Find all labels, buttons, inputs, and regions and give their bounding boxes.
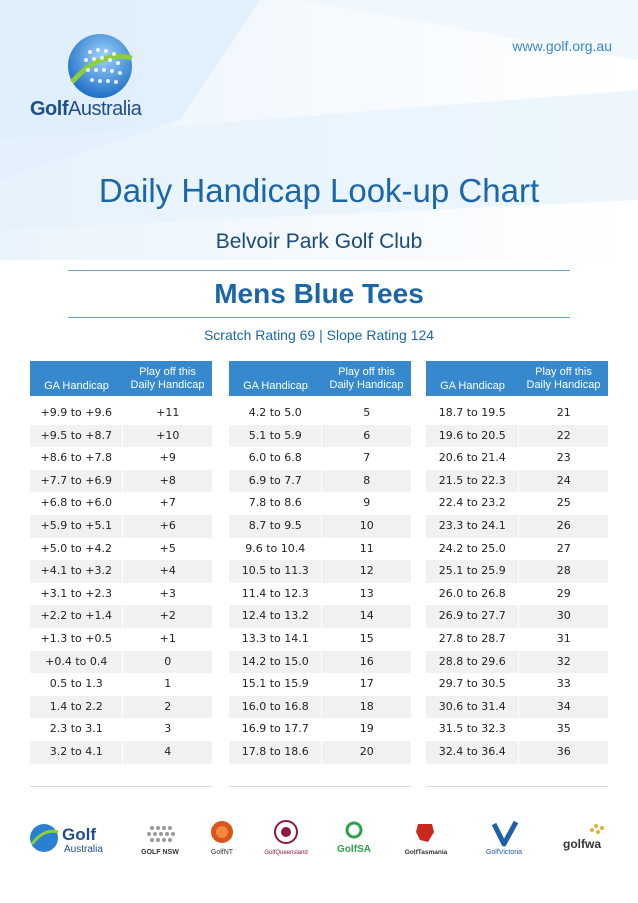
- ga-handicap-range: 22.4 to 23.2: [438, 496, 506, 510]
- table-row: [426, 605, 608, 628]
- daily-handicap-value: +9: [122, 447, 212, 470]
- table-row: [229, 696, 411, 719]
- header-ga-handicap: GA Handicap: [440, 380, 505, 392]
- daily-handicap-value: 27: [518, 538, 608, 561]
- daily-handicap-value: 3: [122, 718, 212, 741]
- club-name: Belvoir Park Golf Club: [215, 230, 423, 253]
- ga-handicap-range: 19.6 to 20.5: [438, 428, 506, 442]
- daily-handicap-value: 26: [518, 515, 608, 538]
- table-footer-line: [426, 764, 608, 787]
- daily-handicap-value: 22: [518, 425, 608, 448]
- header-daily-line1: Play off this: [139, 366, 196, 378]
- ga-handicap-range: 24.2 to 25.0: [438, 541, 506, 555]
- table-row: [229, 741, 411, 764]
- table-row: [30, 470, 212, 493]
- table-row: [229, 651, 411, 674]
- table-row: [426, 673, 608, 696]
- ga-handicap-range: 28.8 to 29.6: [438, 654, 506, 668]
- ga-handicap-range: 29.7 to 30.5: [438, 677, 506, 691]
- handicap-table-2: [229, 361, 411, 787]
- table-row: [30, 583, 212, 606]
- divider-bottom: [68, 317, 570, 318]
- table-row: [229, 492, 411, 515]
- ga-handicap-range: 7.8 to 8.6: [248, 496, 302, 510]
- ga-handicap-range: 0.5 to 1.3: [49, 677, 103, 691]
- table-row: [229, 628, 411, 651]
- daily-handicap-value: +6: [122, 515, 212, 538]
- daily-handicap-value: 31: [518, 628, 608, 651]
- course-rating: Scratch Rating 69 | Slope Rating 124: [203, 327, 435, 343]
- table-header: [30, 361, 212, 396]
- daily-handicap-value: +1: [122, 628, 212, 651]
- ga-handicap-range: 21.5 to 22.3: [438, 473, 506, 487]
- table-row: [30, 718, 212, 741]
- sponsor-sa-label: GolfSA: [337, 844, 371, 855]
- sponsor-nt-label: GolfNT: [210, 849, 234, 856]
- table-row: [30, 628, 212, 651]
- ga-handicap-range: +6.8 to +6.0: [40, 496, 112, 510]
- ga-handicap-range: 18.7 to 19.5: [438, 406, 506, 419]
- ga-handicap-range: 30.6 to 31.4: [438, 699, 506, 713]
- table-row: [426, 651, 608, 674]
- header-daily-handicap: [123, 361, 212, 396]
- sponsor-wa-label: golfwa: [563, 837, 601, 851]
- table-row: [30, 447, 212, 470]
- daily-handicap-value: 12: [321, 560, 411, 583]
- sponsor-ga-bold: Golf: [62, 825, 96, 844]
- daily-handicap-value: 10: [321, 515, 411, 538]
- daily-handicap-value: 13: [321, 583, 411, 606]
- table-row: [426, 741, 608, 764]
- daily-handicap-value: 35: [518, 718, 608, 741]
- table-row: [426, 718, 608, 741]
- table-row: [30, 515, 212, 538]
- daily-handicap-value: 18: [321, 696, 411, 719]
- handicap-table-1: [30, 361, 212, 787]
- daily-handicap-value: 24: [518, 470, 608, 493]
- golf-victoria-icon: [476, 818, 532, 858]
- table-header: [229, 361, 411, 396]
- ga-handicap-range: +0.4 to 0.4: [45, 654, 108, 668]
- ga-handicap-range: 4.2 to 5.0: [248, 406, 302, 419]
- ga-handicap-range: 31.5 to 32.3: [438, 722, 506, 736]
- daily-handicap-value: 19: [321, 718, 411, 741]
- ga-handicap-range: 14.2 to 15.0: [241, 654, 309, 668]
- table-row: [30, 605, 212, 628]
- sponsor-qld-label: GolfQueensland: [264, 850, 308, 856]
- ga-handicap-range: 3.2 to 4.1: [49, 744, 103, 758]
- ga-handicap-range: 15.1 to 15.9: [241, 677, 309, 691]
- daily-handicap-value: 16: [321, 651, 411, 674]
- table-row: [229, 538, 411, 561]
- daily-handicap-value: 8: [321, 470, 411, 493]
- table-row: [30, 402, 212, 425]
- table-row: [30, 538, 212, 561]
- daily-handicap-value: 11: [321, 538, 411, 561]
- table-footer-line: [229, 764, 411, 787]
- table-row: [30, 560, 212, 583]
- ga-handicap-range: 5.1 to 5.9: [248, 428, 302, 442]
- page-title: Daily Handicap Look-up Chart: [98, 172, 540, 209]
- daily-handicap-value: 32: [518, 651, 608, 674]
- table-row: [30, 696, 212, 719]
- daily-handicap-value: 2: [122, 696, 212, 719]
- ga-handicap-range: 23.3 to 24.1: [438, 518, 506, 532]
- table-row: [426, 402, 608, 425]
- table-row: [229, 447, 411, 470]
- golf-tasmania-icon: [398, 818, 454, 858]
- daily-handicap-value: +7: [122, 492, 212, 515]
- header-daily-line2: Daily Handicap: [130, 379, 205, 391]
- ga-handicap-range: 2.3 to 3.1: [49, 722, 103, 736]
- tees-heading: Mens Blue Tees: [214, 278, 424, 309]
- table-row: [426, 583, 608, 606]
- header-daily-handicap: [519, 361, 608, 396]
- ga-handicap-range: 17.8 to 18.6: [241, 744, 309, 758]
- header-ga-handicap: GA Handicap: [44, 380, 109, 392]
- sponsor-logos: [0, 812, 638, 872]
- daily-handicap-value: 21: [518, 402, 608, 425]
- ga-handicap-range: +1.3 to +0.5: [40, 631, 112, 645]
- daily-handicap-value: 34: [518, 696, 608, 719]
- header-daily-line2: Daily Handicap: [526, 379, 601, 391]
- ga-handicap-range: 26.0 to 26.8: [438, 586, 506, 600]
- ga-handicap-range: 27.8 to 28.7: [438, 631, 506, 645]
- golf-wa-icon: [552, 818, 612, 858]
- daily-handicap-value: 17: [321, 673, 411, 696]
- table-row: [426, 538, 608, 561]
- table-header: [426, 361, 608, 396]
- daily-handicap-value: +4: [122, 560, 212, 583]
- ga-handicap-range: +3.1 to +2.3: [40, 586, 112, 600]
- sponsor-ga-light: Australia: [64, 844, 103, 855]
- ga-handicap-range: +2.2 to +1.4: [40, 609, 112, 623]
- table-row: [229, 470, 411, 493]
- ga-handicap-range: +4.1 to +3.2: [40, 564, 112, 578]
- header-daily-line1: Play off this: [535, 366, 592, 378]
- daily-handicap-value: 36: [518, 741, 608, 764]
- table-row: [426, 515, 608, 538]
- daily-handicap-value: 29: [518, 583, 608, 606]
- golf-australia-wordmark: [30, 98, 141, 121]
- header-daily-handicap: [322, 361, 411, 396]
- table-row: [426, 696, 608, 719]
- daily-handicap-value: 9: [321, 492, 411, 515]
- golf-nt-icon: [204, 818, 240, 858]
- daily-handicap-value: +8: [122, 470, 212, 493]
- sponsor-vic-label: GolfVictoria: [485, 849, 523, 856]
- table-row: [229, 560, 411, 583]
- daily-handicap-value: +11: [122, 402, 212, 425]
- daily-handicap-value: 5: [321, 402, 411, 425]
- table-row: [426, 492, 608, 515]
- ga-handicap-range: 13.3 to 14.1: [241, 631, 309, 645]
- daily-handicap-value: 23: [518, 447, 608, 470]
- ga-handicap-range: 25.1 to 25.9: [438, 564, 506, 578]
- daily-handicap-value: 15: [321, 628, 411, 651]
- daily-handicap-value: 25: [518, 492, 608, 515]
- daily-handicap-value: 33: [518, 673, 608, 696]
- ga-handicap-range: 16.0 to 16.8: [241, 699, 309, 713]
- handicap-table-3: [426, 361, 608, 787]
- table-row: [229, 515, 411, 538]
- daily-handicap-value: +3: [122, 583, 212, 606]
- table-row: [426, 447, 608, 470]
- wordmark-light: Australia: [68, 98, 142, 120]
- table-row: [229, 605, 411, 628]
- daily-handicap-value: +2: [122, 605, 212, 628]
- sponsor-nsw-label: GOLF NSW: [141, 849, 179, 856]
- divider-top: [68, 270, 570, 271]
- table-row: [30, 673, 212, 696]
- ga-handicap-range: +7.7 to +6.9: [40, 473, 112, 487]
- ga-handicap-range: 10.5 to 11.3: [241, 564, 309, 578]
- daily-handicap-value: 0: [122, 651, 212, 674]
- golf-sa-icon: [330, 818, 378, 858]
- table-row: [426, 470, 608, 493]
- ga-handicap-range: +5.0 to +4.2: [40, 541, 112, 555]
- table-row: [229, 718, 411, 741]
- table-row: [229, 673, 411, 696]
- daily-handicap-value: 4: [122, 741, 212, 764]
- header-daily-line1: Play off this: [338, 366, 395, 378]
- table-row: [30, 741, 212, 764]
- header-daily-line2: Daily Handicap: [329, 379, 404, 391]
- table-row: [30, 651, 212, 674]
- ga-handicap-range: 1.4 to 2.2: [49, 699, 103, 713]
- website-url[interactable]: www.golf.org.au: [512, 38, 612, 54]
- golf-australia-sponsor-icon: [28, 818, 118, 858]
- table-row: [229, 425, 411, 448]
- table-row: [229, 402, 411, 425]
- table-row: [30, 425, 212, 448]
- ga-handicap-range: +9.5 to +8.7: [40, 428, 112, 442]
- daily-handicap-value: 6: [321, 425, 411, 448]
- daily-handicap-value: 1: [122, 673, 212, 696]
- table-footer-line: [30, 764, 212, 787]
- ga-handicap-range: +9.9 to +9.6: [40, 406, 112, 419]
- daily-handicap-value: +10: [122, 425, 212, 448]
- daily-handicap-value: 28: [518, 560, 608, 583]
- ga-handicap-range: 9.6 to 10.4: [245, 541, 306, 555]
- ga-handicap-range: +5.9 to +5.1: [40, 518, 112, 532]
- ga-handicap-range: 6.0 to 6.8: [248, 451, 302, 465]
- daily-handicap-value: 20: [321, 741, 411, 764]
- header-ga-handicap: GA Handicap: [243, 380, 308, 392]
- ga-handicap-range: 20.6 to 21.4: [438, 451, 506, 465]
- ga-handicap-range: 6.9 to 7.7: [248, 473, 302, 487]
- golf-nsw-icon: [134, 822, 186, 858]
- table-row: [426, 425, 608, 448]
- golf-queensland-icon: [258, 818, 314, 858]
- ga-handicap-range: 12.4 to 13.2: [241, 609, 309, 623]
- daily-handicap-value: 14: [321, 605, 411, 628]
- daily-handicap-value: +5: [122, 538, 212, 561]
- daily-handicap-value: 30: [518, 605, 608, 628]
- ga-handicap-range: 16.9 to 17.7: [241, 722, 309, 736]
- ga-handicap-range: 8.7 to 9.5: [248, 518, 302, 532]
- table-row: [229, 583, 411, 606]
- ga-handicap-range: +8.6 to +7.8: [40, 451, 112, 465]
- ga-handicap-range: 11.4 to 12.3: [241, 586, 309, 600]
- table-row: [426, 560, 608, 583]
- table-row: [30, 492, 212, 515]
- wordmark-bold: Golf: [30, 98, 68, 120]
- table-row: [426, 628, 608, 651]
- sponsor-tas-label: GolfTasmania: [404, 849, 448, 856]
- ga-handicap-range: 32.4 to 36.4: [438, 744, 506, 758]
- ga-handicap-range: 26.9 to 27.7: [438, 609, 506, 623]
- daily-handicap-value: 7: [321, 447, 411, 470]
